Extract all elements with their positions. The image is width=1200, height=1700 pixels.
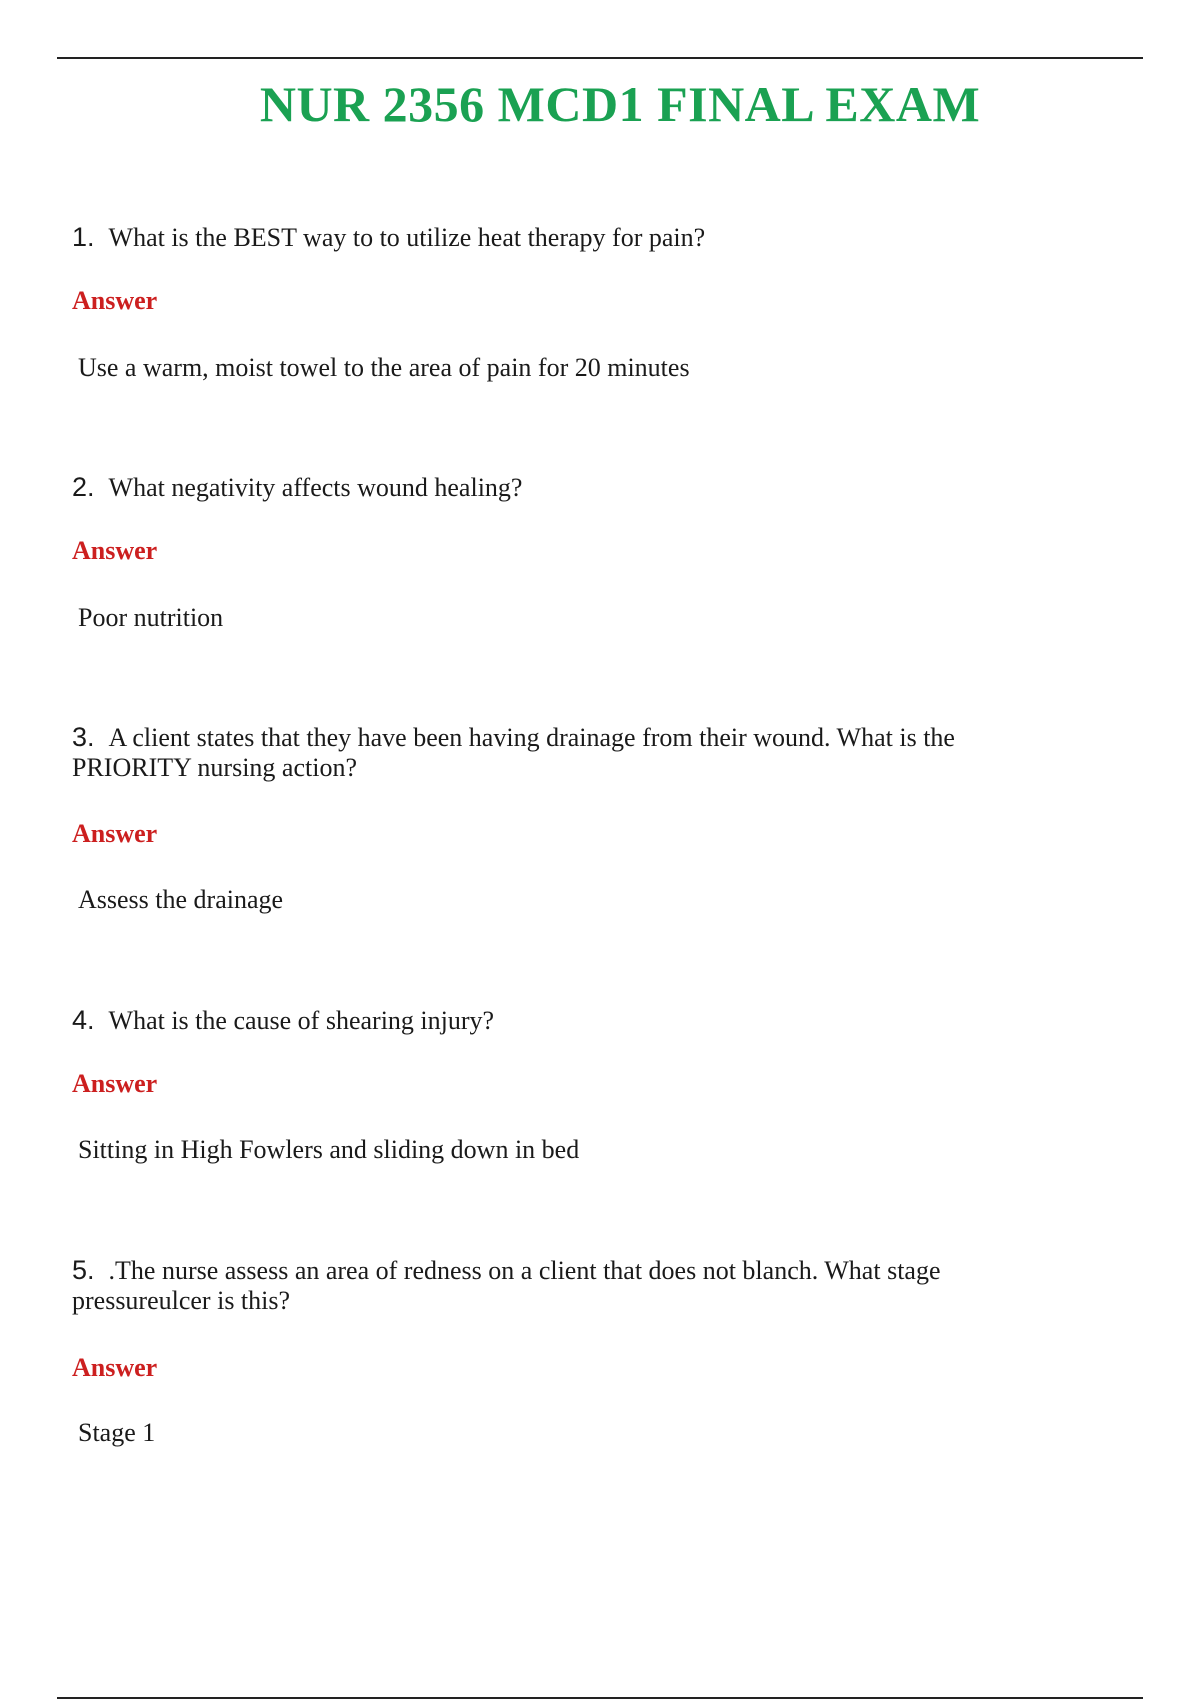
answer-text: Use a warm, moist towel to the area of pain for 20 minutes bbox=[78, 353, 690, 382]
question-number: 5. bbox=[72, 1255, 95, 1285]
answer-text: Stage 1 bbox=[78, 1418, 156, 1447]
answer-label: Answer bbox=[72, 819, 158, 848]
question-text: .The nurse assess an area of redness on a client that does not blanch. What stage pressureulcer is this? bbox=[72, 1256, 941, 1315]
answer-text: Assess the drainage bbox=[78, 885, 284, 914]
question-5 bbox=[72, 1255, 1062, 1316]
question-text: What is the BEST way to to utilize heat therapy for pain? bbox=[108, 223, 706, 252]
bottom-rule bbox=[57, 1697, 1143, 1699]
question-number: 1. bbox=[72, 222, 95, 252]
question-number: 2. bbox=[72, 472, 95, 502]
answer-label: Answer bbox=[72, 1353, 158, 1382]
question-1 bbox=[72, 222, 1062, 253]
question-number: 3. bbox=[72, 722, 95, 752]
qa-item-2 bbox=[72, 472, 1062, 632]
question-number: 4. bbox=[72, 1005, 95, 1035]
question-text: What negativity affects wound healing? bbox=[108, 473, 523, 502]
question-3 bbox=[72, 722, 1062, 783]
answer-text: Poor nutrition bbox=[78, 603, 224, 632]
qa-item-3 bbox=[72, 722, 1062, 914]
qa-item-1 bbox=[72, 222, 1062, 382]
answer-label: Answer bbox=[72, 286, 158, 315]
answer-text: Sitting in High Fowlers and sliding down in bed bbox=[78, 1135, 580, 1164]
qa-item-4 bbox=[72, 1005, 1062, 1164]
qa-item-5 bbox=[72, 1255, 1062, 1447]
question-text: A client states that they have been having drainage from their wound. What is the PRIORITY nursing action? bbox=[72, 723, 955, 782]
top-rule bbox=[57, 57, 1143, 59]
answer-label: Answer bbox=[72, 1069, 158, 1098]
question-text: What is the cause of shearing injury? bbox=[108, 1006, 495, 1035]
question-2 bbox=[72, 472, 1062, 503]
document-title: NUR 2356 MCD1 FINAL EXAM bbox=[259, 76, 981, 132]
answer-label: Answer bbox=[72, 536, 158, 565]
question-4 bbox=[72, 1005, 1062, 1036]
